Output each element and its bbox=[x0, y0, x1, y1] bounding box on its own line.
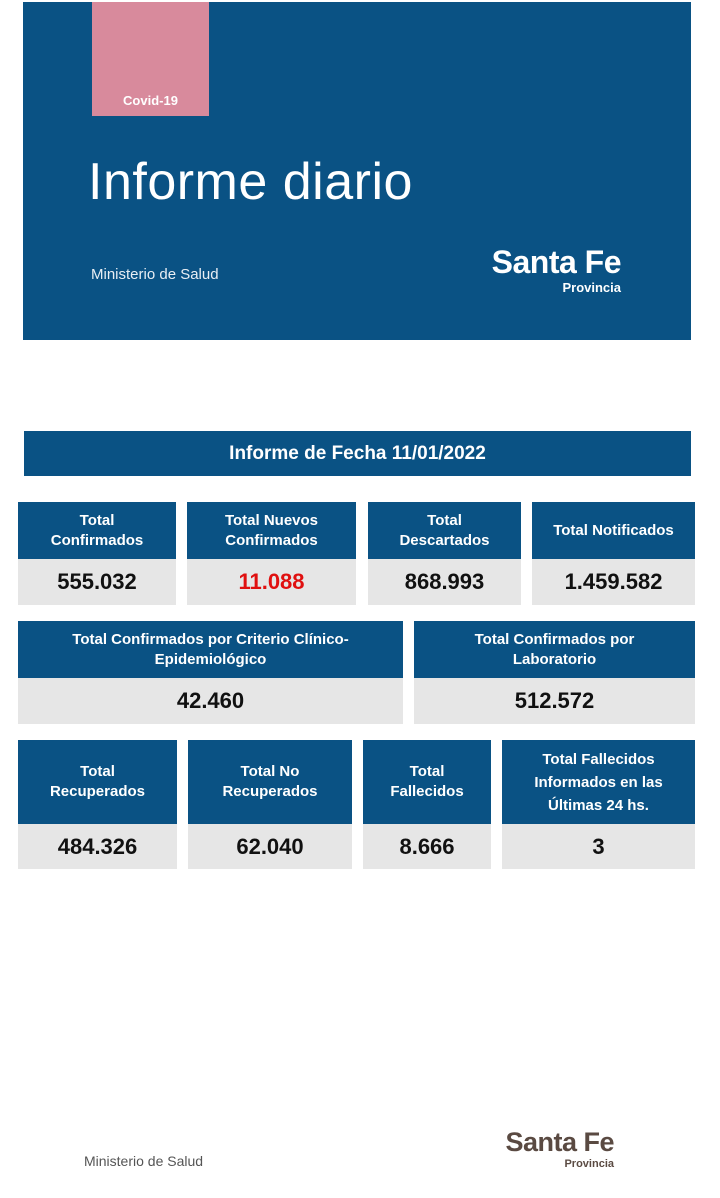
stat-value: 62.040 bbox=[236, 833, 304, 859]
page-title: Informe diario bbox=[88, 153, 413, 211]
logo-sub: Provincia bbox=[562, 280, 621, 295]
stat-value: 512.572 bbox=[514, 688, 595, 713]
stat-label: Total Confirmados por Criterio Clínico-Epidemiológico bbox=[18, 621, 403, 678]
stat-card-fallecidos-24hs bbox=[502, 740, 695, 869]
santa-fe-logo bbox=[480, 246, 621, 296]
stat-card-total-notificados bbox=[532, 502, 695, 605]
stat-label: Total Recuperados bbox=[18, 740, 177, 824]
stat-label: Total Nuevos Confirmados bbox=[187, 502, 356, 559]
covid-tag bbox=[92, 2, 209, 116]
covid-tag-label: Covid-19 bbox=[123, 93, 178, 108]
stat-value-highlight: 11.088 bbox=[238, 569, 305, 594]
stat-label: Total Fallecidos Informados en las Últimas 24 hs. bbox=[502, 740, 695, 824]
stat-label: Total Confirmados bbox=[18, 502, 176, 559]
stat-card-total-no-recuperados bbox=[188, 740, 352, 869]
stat-card-total-nuevos-confirmados bbox=[187, 502, 356, 605]
stat-card-confirmados-criterio-clinico bbox=[18, 621, 403, 724]
santa-fe-footer-logo bbox=[490, 1129, 614, 1171]
stat-value: 555.032 bbox=[57, 569, 137, 594]
stat-label: Total Fallecidos bbox=[363, 740, 491, 824]
stat-value: 3 bbox=[592, 833, 605, 859]
stat-card-total-confirmados bbox=[18, 502, 176, 605]
footer-ministry: Ministerio de Salud bbox=[84, 1153, 204, 1169]
stat-value: 42.460 bbox=[176, 688, 245, 713]
stat-card-total-recuperados bbox=[18, 740, 177, 869]
stat-value: 8.666 bbox=[399, 833, 455, 859]
stat-card-confirmados-laboratorio bbox=[414, 621, 695, 724]
footer-logo-sub: Provincia bbox=[564, 1158, 614, 1170]
logo-brand: Santa Fe bbox=[491, 244, 621, 280]
stat-label: Total Confirmados por Laboratorio bbox=[414, 621, 695, 678]
stat-value: 484.326 bbox=[57, 833, 138, 859]
report-date-bar: Informe de Fecha 11/01/2022 bbox=[24, 431, 691, 476]
stat-label: Total Notificados bbox=[532, 502, 695, 559]
stat-label: Total No Recuperados bbox=[188, 740, 352, 824]
stat-value: 868.993 bbox=[404, 569, 485, 594]
footer-logo-brand: Santa Fe bbox=[505, 1127, 614, 1157]
stat-label: Total Descartados bbox=[368, 502, 521, 559]
stat-value: 1.459.582 bbox=[564, 569, 663, 594]
stat-card-total-descartados bbox=[368, 502, 521, 605]
header-ministry: Ministerio de Salud bbox=[91, 266, 219, 283]
stat-card-total-fallecidos bbox=[363, 740, 491, 869]
